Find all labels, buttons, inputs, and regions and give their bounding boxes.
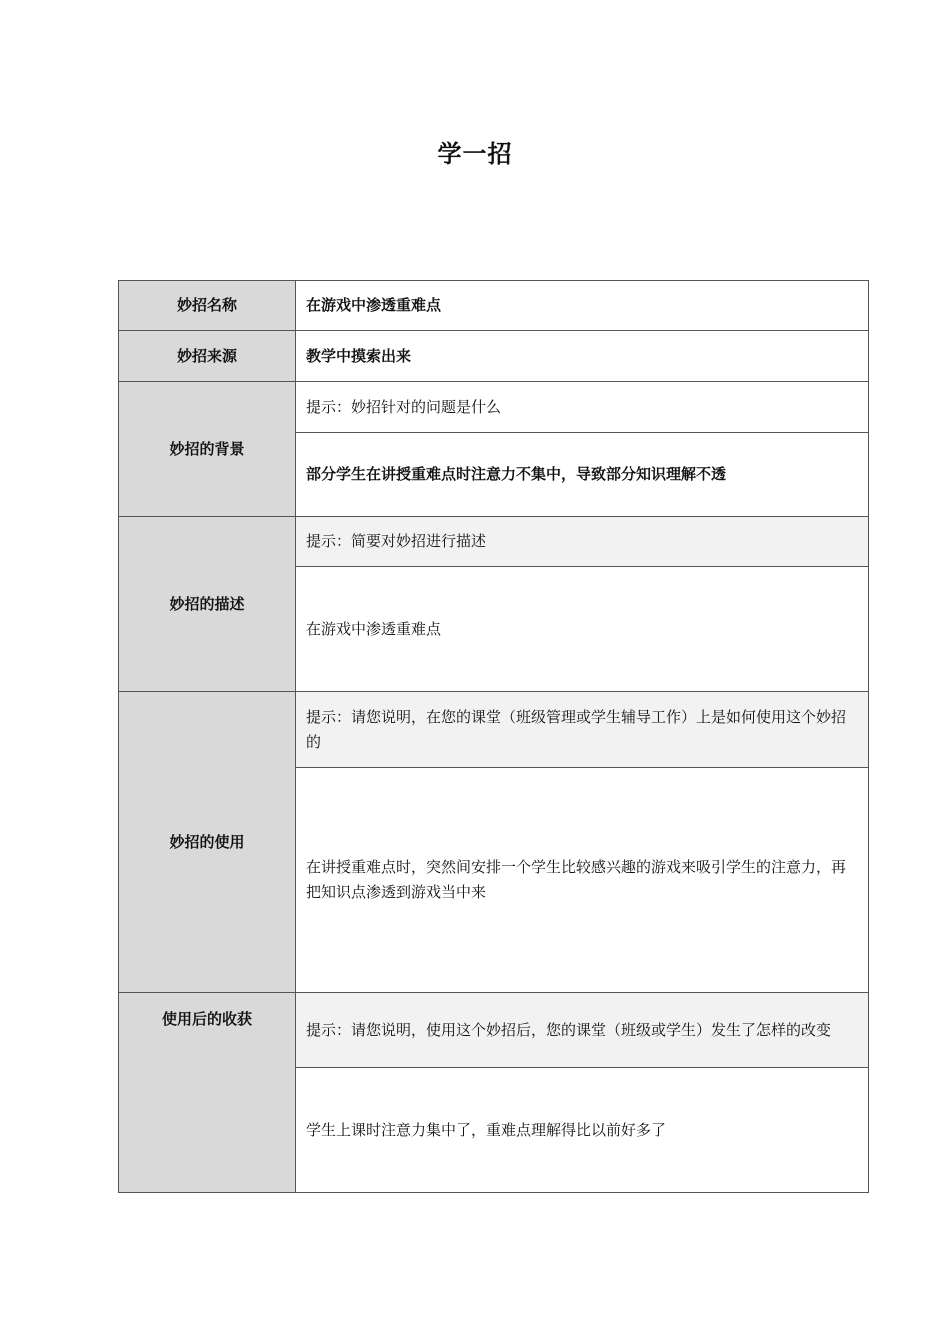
row-outcome-hint	[119, 993, 869, 1068]
tip-form-table	[118, 280, 869, 1193]
row-usage-hint	[119, 692, 869, 768]
usage-label: 妙招的使用	[119, 692, 296, 993]
usage-hint: 提示：请您说明，在您的课堂（班级管理或学生辅导工作）上是如何使用这个妙招的	[296, 692, 869, 768]
tip-name-label: 妙招名称	[119, 281, 296, 331]
description-hint: 提示：简要对妙招进行描述	[296, 517, 869, 567]
page-title: 学一招	[437, 140, 513, 168]
outcome-label: 使用后的收获	[119, 993, 296, 1193]
row-background-hint	[119, 382, 869, 433]
background-label: 妙招的背景	[119, 382, 296, 517]
tip-source-value: 教学中摸索出来	[296, 331, 869, 382]
row-tip-source	[119, 331, 869, 382]
background-hint: 提示：妙招针对的问题是什么	[296, 382, 869, 433]
row-description-hint	[119, 517, 869, 567]
background-content: 部分学生在讲授重难点时注意力不集中，导致部分知识理解不透	[296, 433, 869, 517]
description-label: 妙招的描述	[119, 517, 296, 692]
tip-source-label: 妙招来源	[119, 331, 296, 382]
description-content: 在游戏中渗透重难点	[296, 567, 869, 692]
tip-name-value: 在游戏中渗透重难点	[296, 281, 869, 331]
usage-content: 在讲授重难点时，突然间安排一个学生比较感兴趣的游戏来吸引学生的注意力，再把知识点渗透到游戏当中来	[296, 768, 869, 993]
outcome-hint: 提示：请您说明，使用这个妙招后，您的课堂（班级或学生）发生了怎样的改变	[296, 993, 869, 1068]
row-tip-name	[119, 281, 869, 331]
outcome-content: 学生上课时注意力集中了，重难点理解得比以前好多了	[296, 1068, 869, 1193]
